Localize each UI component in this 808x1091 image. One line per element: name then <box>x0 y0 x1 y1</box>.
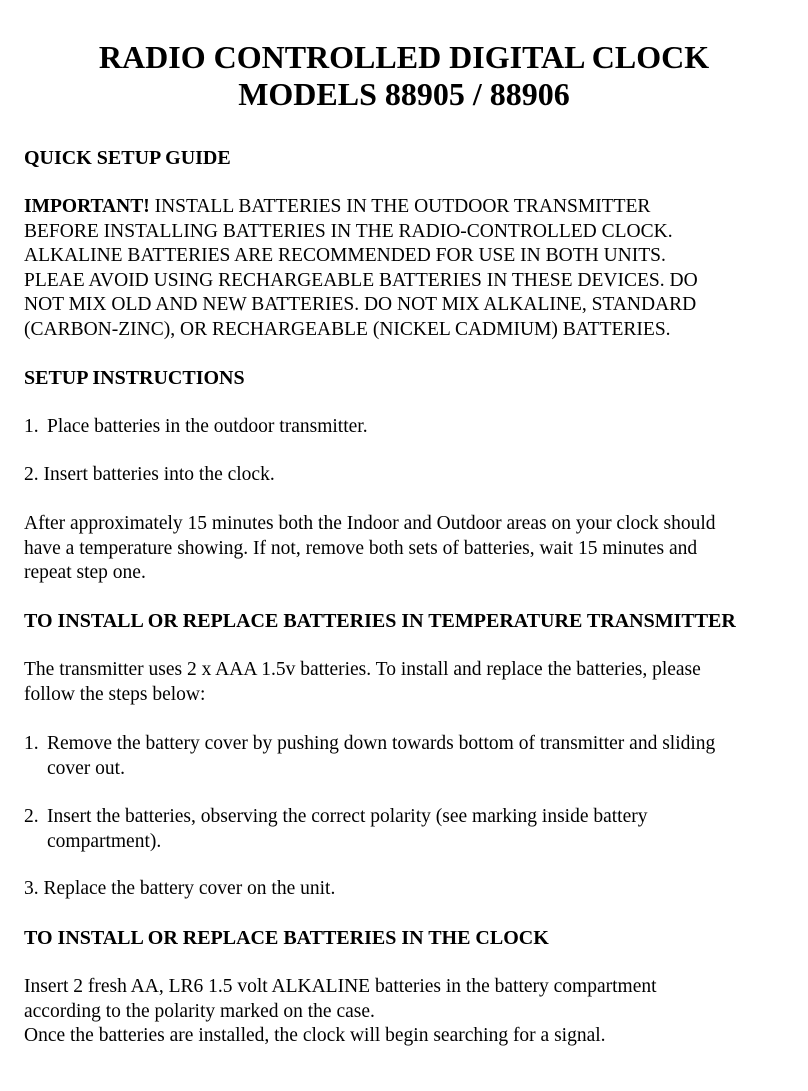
setup-step-1-number: 1. <box>24 416 39 437</box>
transmitter-step-2-line-1: Insert the batteries, observing the correct polarity (see marking inside battery <box>47 806 648 827</box>
clock-line-2: according to the polarity marked on the case. <box>24 1000 375 1022</box>
setup-note-line-3: repeat step one. <box>24 562 146 583</box>
document-subtitle-models: MODELS 88905 / 88906 <box>238 76 570 112</box>
transmitter-step-2-line-2: compartment). <box>47 830 162 852</box>
setup-step-2: 2. Insert batteries into the clock. <box>24 464 275 485</box>
setup-step-1 <box>24 415 794 440</box>
setup-instructions-heading: SETUP INSTRUCTIONS <box>24 367 245 389</box>
important-line-3: ALKALINE BATTERIES ARE RECOMMENDED FOR USE IN BOTH UNITS. <box>24 245 666 266</box>
important-line-4: PLEAE AVOID USING RECHARGEABLE BATTERIES IN THESE DEVICES. DO <box>24 269 698 291</box>
transmitter-intro-line-2: follow the steps below: <box>24 683 206 705</box>
quick-setup-heading: QUICK SETUP GUIDE <box>24 147 231 169</box>
clock-line-1: Insert 2 fresh AA, LR6 1.5 volt ALKALINE batteries in the battery compartment <box>24 976 657 997</box>
clock-battery-heading: TO INSTALL OR REPLACE BATTERIES IN THE CLOCK <box>24 927 549 949</box>
setup-note-line-1: After approximately 15 minutes both the Indoor and Outdoor areas on your clock should <box>24 513 716 534</box>
setup-note-line-2: have a temperature showing. If not, remove both sets of batteries, wait 15 minutes and <box>24 537 698 559</box>
transmitter-heading: TO INSTALL OR REPLACE BATTERIES IN TEMPERATURE TRANSMITTER <box>24 610 736 632</box>
important-line-2: BEFORE INSTALLING BATTERIES IN THE RADIO-CONTROLLED CLOCK. <box>24 220 673 242</box>
setup-step-1-text: Place batteries in the outdoor transmitter. <box>47 416 368 437</box>
transmitter-step-1-line-1: Remove the battery cover by pushing down towards bottom of transmitter and sliding <box>47 733 716 754</box>
important-line-5: NOT MIX OLD AND NEW BATTERIES. DO NOT MIX ALKALINE, STANDARD <box>24 294 697 315</box>
document-title: RADIO CONTROLLED DIGITAL CLOCK <box>98 39 710 75</box>
setup-note <box>24 512 794 586</box>
important-label: IMPORTANT! <box>24 196 150 217</box>
transmitter-step-1 <box>24 732 794 781</box>
important-line-1: IMPORTANT! INSTALL BATTERIES IN THE OUTDOOR TRANSMITTER <box>24 196 651 217</box>
transmitter-intro <box>24 658 794 707</box>
transmitter-step-2-number: 2. <box>24 806 39 827</box>
clock-battery-instructions <box>24 975 794 1049</box>
important-notice <box>24 195 794 342</box>
transmitter-step-3: 3. Replace the battery cover on the unit. <box>24 878 336 899</box>
transmitter-step-1-line-2: cover out. <box>47 757 125 779</box>
transmitter-step-1-number: 1. <box>24 733 39 754</box>
transmitter-step-2 <box>24 805 794 854</box>
transmitter-intro-line-1: The transmitter uses 2 x AAA 1.5v batteries. To install and replace the batteries, please <box>24 659 701 680</box>
clock-line-3: Once the batteries are installed, the clock will begin searching for a signal. <box>24 1025 606 1046</box>
important-line-6: (CARBON-ZINC), OR RECHARGEABLE (NICKEL CADMIUM) BATTERIES. <box>24 318 671 340</box>
